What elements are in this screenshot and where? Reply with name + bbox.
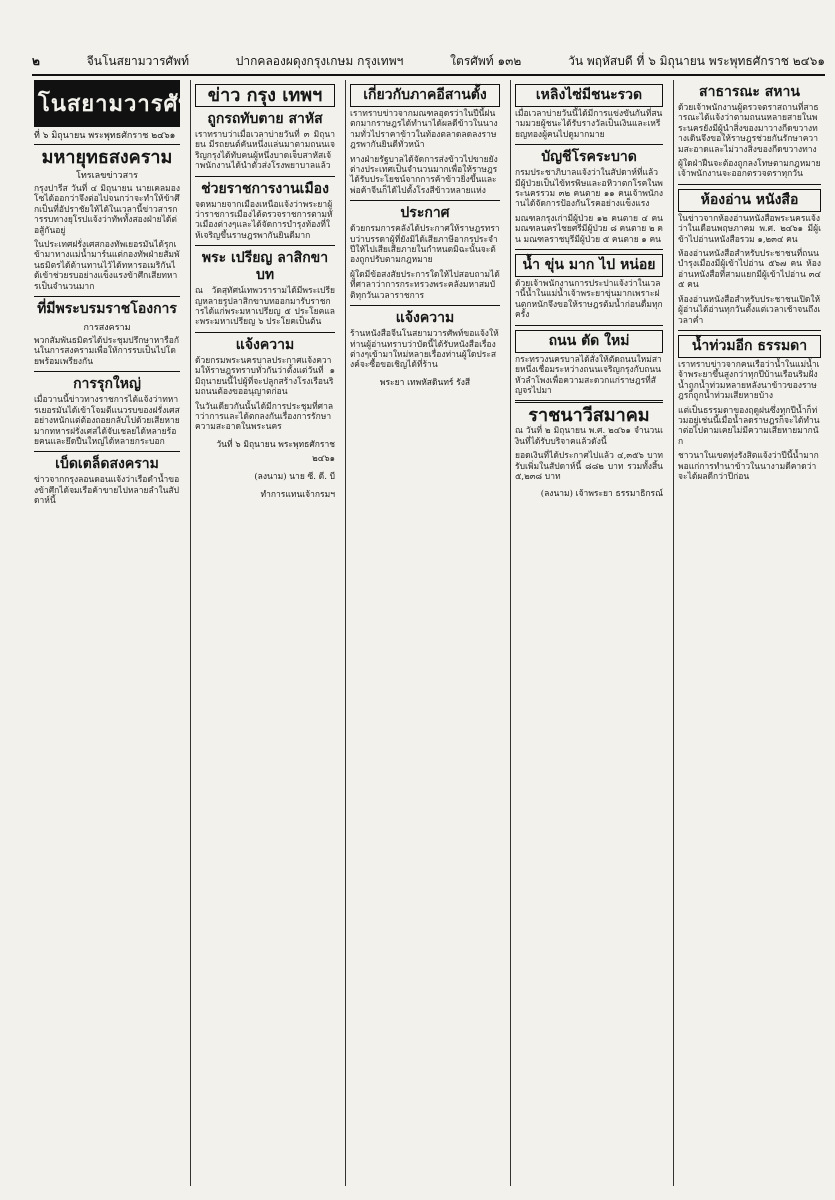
- decree-headline: ที่มีพระบรมราชโองการ: [37, 301, 177, 318]
- reading-room-paragraph-1: ในข่าวจากห้องอ่านหนังสือพระนครแจ้งว่าในเดือนพฤษภาคม พ.ศ. ๒๔๖๑ มีผู้เข้าไปอ่านหนังสือรวม ๑,๒๓๔ คน: [678, 213, 821, 245]
- war-paragraph-1: กรุงปารีส วันที่ ๔ มิถุนายน นายเคลมองโซได้ออกว่าจึงต่อไปจนกว่าจะทำให้ข้าศึกเป็นที่อัปราชัยให้ได้ในเวลานี้ข่าวสารการรบทางยุโรปแจ้งว่าทัพทั้งสองฝ่ายได้ต่อสู้กันอยู่: [34, 184, 180, 236]
- state-affairs-headline: ช่วยราชการงานเมือง: [201, 180, 329, 197]
- column-5: [673, 80, 825, 1186]
- divider: [678, 330, 821, 331]
- new-road-headline: ถนน ตัด ใหม่: [515, 330, 663, 353]
- column3-signature: พระยา เทพหัสดินทร์ รังสี: [379, 377, 471, 388]
- war-misc-paragraph: ข่าวจากกรุงลอนดอนแจ้งว่าเรือดำน้ำของข้าศึกได้จมเรือค้าขายไปหลายลำในสัปดาห์นี้: [34, 475, 180, 507]
- epidemic-headline: บัญชีโรคระบาด: [541, 149, 637, 166]
- public-places-paragraph-2: ผู้ใดฝ่าฝืนจะต้องถูกลงโทษตามกฎหมายเจ้าพนักงานจะออกตรวจตราทุกวัน: [678, 159, 821, 180]
- page-header: [32, 48, 825, 76]
- divider: [515, 144, 663, 145]
- reading-room-paragraph-2: ห้องอ่านหนังสือสำหรับประชาชนที่ถนนบำรุงเมืองมีผู้เข้าไปอ่าน ๕๖๗ คน ห้องอ่านหนังสือที่สามแยกมีผู้เข้าไปอ่าน ๓๔๕ คน: [678, 249, 821, 291]
- car-accident-headline: ถูกรถทับตาย สาหัส: [207, 111, 323, 127]
- divider: [515, 325, 663, 326]
- war-byline: โทรเลขข่าวสาร: [76, 171, 138, 181]
- epidemic-paragraph-1: กรมประชาภิบาลแจ้งว่าในสัปดาห์ที่แล้วมีผู้ป่วยเป็นไข้ทรพิษและอหิวาตกโรคในพระนครรวม ๓๒ คนตาย ๑๑ คนเจ้าพนักงานได้จัดการป้องกันโรคอย่างแข็งแรง: [515, 168, 663, 210]
- column-3: [345, 80, 504, 1186]
- notice-headline: แจ้งความ: [235, 336, 295, 353]
- divider: [195, 245, 335, 246]
- public-places-headline: สาธารณะ สหาน: [699, 84, 800, 100]
- war-misc-headline: เบ็ดเตล็ดสงคราม: [55, 456, 159, 473]
- column-2: [190, 80, 339, 1186]
- announcement-paragraph-2: ผู้ใดมีข้อสงสัยประการใดให้ไปสอบถามได้ที่ศาลาว่าการกระทรวงพระคลังมหาสมบัติทุกวันเวลาราชการ: [350, 269, 500, 301]
- flood-paragraph-2: แต่เป็นธรรมดาของฤดูฝนซึ่งทุกปีน้ำก็ท่วมอยู่เช่นนี้เมื่อน้ำลดราษฎรก็จะได้ทำนาต่อไปตามเคยไม่มีความเสียหายมากนัก: [678, 405, 820, 447]
- northeast-paragraph-1: เราทราบข่าวจากมณฑลอุดรว่าในปีนี้ฝนตกมากราษฎรได้ทำนาได้ผลดีข้าวในนางามทั่วไปราคาข้าวในท้องตลาดลดลงราษฎรพากันยินดีทั่วหน้า: [350, 109, 498, 151]
- decree-paragraph: พวกสัมพันธมิตรได้ประชุมปรึกษาหารือกันในการสงครามเพื่อให้การรบเป็นไปโดยพร้อมเพรียงกัน: [34, 336, 179, 367]
- announcement-paragraph-1: ด้วยกรมการคลังได้ประกาศให้ราษฎรทราบว่าบรรดาผู้ที่ยังมิได้เสียภาษีอากรประจำปีให้ไปเสียเสียภายในกำหนดมิฉะนั้นจะต้องถูกปรับตามกฎหมาย: [350, 224, 500, 266]
- notice-paragraph-2: ในวันเดียวกันนั้นได้มีการประชุมที่ศาลาว่าการและได้ตกลงกันเรื่องการรักษาความสะอาดในพระนคร: [195, 401, 334, 433]
- divider: [34, 451, 180, 452]
- page-number: ๒: [32, 53, 40, 68]
- navy-association-headline: ราชนาวีสมาคม: [528, 405, 650, 427]
- state-affairs-paragraph: จดหมายจากเมืองเหนือแจ้งว่าพระยาผู้ว่าราชการเมืองได้ตรวจราชการตามหัวเมืองต่างๆและได้จัดการบำรุงท้องที่ให้เจริญขึ้นราษฎรพากันยินดีมาก: [195, 199, 333, 241]
- announcement-headline: ประกาศ: [400, 205, 450, 222]
- navy-association-signature: (ลงนาม) เจ้าพระยา ธรรมาธิกรณ์: [540, 489, 663, 500]
- divider: [350, 305, 500, 306]
- boxing-paragraph: เมื่อเวลาบ่ายวันนี้ได้มีการแข่งขันกันที่สนามมวยผู้ชนะได้รับรางวัลเป็นเงินและเหรียญทองผู้คนไปดูมากมาย: [515, 109, 663, 140]
- divider: [34, 296, 180, 297]
- water-headline: น้ำ ขุ่น มาก ไป หน่อย: [515, 254, 663, 277]
- issue-date: วัน พฤหัสบดี ที่ ๖ มิถุนายน พระพุทธศักราช ๒๔๖๑: [568, 53, 825, 68]
- new-road-paragraph: กระทรวงนครบาลได้สั่งให้ตัดถนนใหม่สายหนึ่งเชื่อมระหว่างถนนเจริญกรุงกับถนนหัวลำโพงเพื่อความสะดวกแก่ราษฎรที่สัญจรไปมา: [515, 354, 662, 396]
- war-headline: มหายุทธสงคราม: [41, 147, 173, 168]
- column-1: [30, 80, 210, 1186]
- monks-paragraph: ณ วัดสุทัศน์เทพวรารามได้มีพระเปรียญหลายรูปลาสิกขาบทออกมารับราชการได้แก่พระมหาเปรียญ ๕ ประโยคและพระมหาเปรียญ ๖ ประโยคเป็นต้น: [195, 286, 335, 328]
- divider: [195, 176, 335, 177]
- notice-signature-title: ทำการแทนเจ้ากรมฯ: [260, 489, 335, 500]
- navy-association-paragraph-1: ณ วันที่ ๒ มิถุนายน พ.ศ. ๒๔๖๑ จำนวนเงินที่ได้รับบริจาคแล้วดังนี้: [515, 426, 663, 447]
- divider: [515, 400, 663, 403]
- masthead-date: ที่ ๖ มิถุนายน พระพุทธศักราช ๒๔๖๑: [34, 131, 180, 145]
- notice-paragraph-1: ด้วยกรมพระนครบาลประกาศแจ้งความให้ราษฎรทราบทั่วกันว่าตั้งแต่วันที่ ๑ มิถุนายนนี้ไปผู้ที่จะปลูกสร้างโรงเรือนริมถนนต้องขออนุญาตก่อน: [195, 355, 335, 398]
- epidemic-paragraph-2: มณฑลกรุงเก่ามีผู้ป่วย ๑๒ คนตาย ๔ คน มณฑลนครไชยศรีมีผู้ป่วย ๘ คนตาย ๒ คน มณฑลราชบุรีมีผู้ป่วย ๕ คนตาย ๑ คน: [515, 213, 663, 245]
- public-places-paragraph-1: ด้วยเจ้าพนักงานผู้ตรวจตราสถานที่สาธารณะได้แจ้งว่าตามถนนหลายสายในพระนครยังมีผู้นำสิ่งของมาวางกีดขวางทางเดินจึงขอให้ราษฎรช่วยกันรักษาความสะอาดและไม่วางสิ่งของกีดขวางทาง: [678, 103, 819, 155]
- issue-number: ใตรศัพท์ ๑๓๒: [450, 53, 522, 68]
- navy-association-paragraph-2: ยอดเงินที่ได้ประกาศไปแล้ว ๔,๓๕๖ บาท รับเพิ่มในสัปดาห์นี้ ๘๘๒ บาท รวมทั้งสิ้น ๕,๒๓๘ บาท: [515, 451, 663, 482]
- divider: [350, 200, 500, 201]
- divider: [34, 371, 180, 372]
- boxing-headline: เหลิงไซ่มีชนะรวด: [515, 84, 663, 107]
- divider: [678, 184, 821, 185]
- column-grid: [30, 80, 825, 1186]
- paper-place: ปากคลองผดุงกรุงเกษม กรุงเทพฯ: [235, 53, 404, 68]
- notice-date: วันที่ ๖ มิถุนายน พระพุทธศักราช ๒๔๖๑: [216, 439, 335, 464]
- monks-headline: พระ เปรียญ ลาสิกขา บท: [201, 250, 329, 284]
- reading-room-paragraph-3: ห้องอ่านหนังสือสำหรับประชาชนเปิดให้ผู้อ่านได้อ่านทุกวันตั้งแต่เวลาเช้าจนถึงเวลาค่ำ: [678, 294, 821, 326]
- offensive-paragraph: เมื่อวานนี้ข่าวทางราชการได้แจ้งว่าทหารเยอรมันได้เข้าโจมตีแนวรบของฝรั่งเศสอย่างหนักแต่ต้องถอยกลับไปด้วยเสียหายมากทหารฝรั่งเศสได้จับเชลยได้หลายร้อยคนและยึดปืนใหญ่ได้หลายกระบอก: [34, 395, 180, 447]
- flood-paragraph-3: ชาวนาในเขตทุ่งรังสิตแจ้งว่าปีนี้น้ำมากพอแก่การทำนาข้าวในนางามดีคาดว่าจะได้ผลดีกว่าปีก่อน: [678, 451, 819, 482]
- divider: [195, 332, 335, 333]
- bookshop-paragraph: ร้านหนังสือจีนโนสยามวารศัพท์ขอแจ้งให้ท่านผู้อ่านทราบว่าบัดนี้ได้รับหนังสือเรื่องต่างๆเข้ามาใหม่หลายเรื่องท่านผู้ใดประสงค์จะซื้อขอเชิญได้ที่ร้าน: [350, 329, 499, 371]
- flood-headline: น้ำท่วมอีก ธรรมดา: [678, 335, 821, 358]
- car-accident-paragraph: เราทราบว่าเมื่อเวลาบ่ายวันที่ ๓ มิถุนายน มีรถยนต์คันหนึ่งแล่นมาตามถนนเจริญกรุงได้ทับคนผู้หนึ่งบาดเจ็บสาหัสเจ้าพนักงานได้นำตัวส่งโรงพยาบาลแล้ว: [195, 130, 335, 172]
- northeast-headline: เกี่ยวกับภาคอีสานตั้ง: [350, 84, 500, 107]
- war-paragraph-2: ในประเทศฝรั่งเศสกองทัพเยอรมันได้รุกเข้ามาทางแม่น้ำมาร์นแต่กองทัพฝ่ายสัมพันธมิตรได้ต้านทานไว้ได้ทหารอเมริกันได้เข้าช่วยรบอย่างแข็งแรงข้าศึกเสียทหารเป็นจำนวนมาก: [34, 240, 180, 292]
- column-4: [510, 80, 667, 1186]
- divider: [515, 249, 663, 250]
- notice-signature: (ลงนาม) นาย ซี. ดี. บี: [254, 471, 335, 482]
- decree-subheading: การสงคราม: [83, 323, 131, 334]
- offensive-headline: การรุกใหญ่: [73, 376, 141, 393]
- water-paragraph: ด้วยเจ้าพนักงานการประปาแจ้งว่าในเวลานี้น้ำในแม่น้ำเจ้าพระยาขุ่นมากเพราะฝนตกหนักจึงขอให้ราษฎรต้มน้ำก่อนดื่มทุกครั้ง: [515, 279, 663, 321]
- flood-paragraph-1: เราทราบข่าวจากคนเรือว่าน้ำในแม่น้ำเจ้าพระยาขึ้นสูงกว่าทุกปีบ้านเรือนริมฝั่งน้ำถูกน้ำท่วมหลายหลังนาข้าวของราษฎรก็ถูกน้ำท่วมเสียหายบ้าง: [678, 359, 820, 402]
- paper-name: จีนโนสยามวารศัพท์: [86, 53, 189, 68]
- bookshop-headline: แจ้งความ: [395, 310, 455, 327]
- northeast-paragraph-2: ทางฝ่ายรัฐบาลได้จัดการส่งข้าวไปขายยังต่างประเทศเป็นจำนวนมากเพื่อให้ราษฎรได้รับประโยชน์จากการค้าข้าวยิ่งขึ้นและพ่อค้าจีนก็ได้ไปตั้งโรงสีข้าวหลายแห่ง: [350, 154, 498, 196]
- masthead: โนสยามวารศัพท์: [34, 80, 180, 127]
- reading-room-headline: ห้องอ่าน หนังสือ: [678, 189, 821, 212]
- bangkok-news-headline: ข่าว กรุง เทพฯ: [195, 84, 335, 107]
